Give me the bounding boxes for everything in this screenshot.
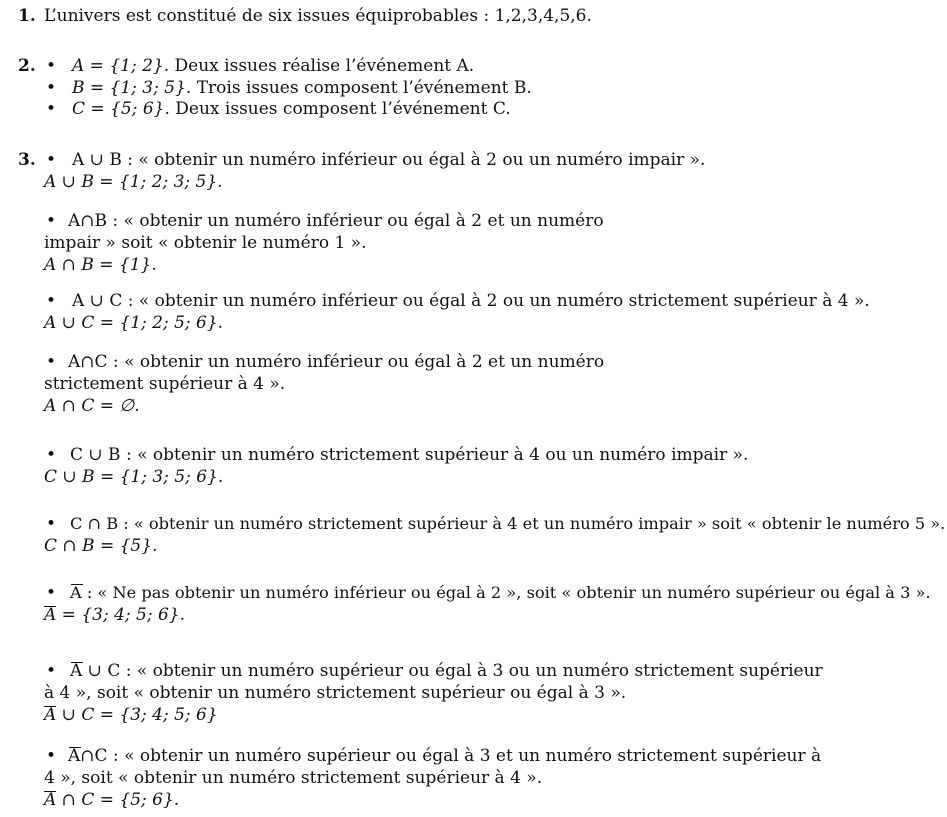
a-complement-inter-c-description: A∩C : « obtenir un numéro supérieur ou égal à 3 et un numéro strictement supérieur à (68, 746, 822, 766)
set-a-definition (72, 55, 474, 77)
bullet (46, 444, 56, 466)
question-1-number: 1. (18, 6, 36, 26)
question-3-number: 3. (18, 150, 36, 170)
c-inter-b-result: C ∩ B = {5}. (44, 536, 158, 556)
a-union-b-description: A ∪ B : « obtenir un numéro inférieur ou égal à 2 ou un numéro impair ». (72, 150, 706, 170)
a-inter-b-result: A ∩ B = {1}. (44, 255, 157, 275)
bullet (46, 210, 56, 232)
a-complement-description: A : « Ne pas obtenir un numéro inférieur ou égal à 2 », soit « obtenir un numéro supérieur ou égal à 3 ». (70, 583, 931, 602)
bullet (46, 149, 56, 171)
a-union-b-result: A ∪ B = {1; 2; 3; 5}. (44, 172, 223, 192)
a-inter-b-description: A∩B : « obtenir un numéro inférieur ou égal à 2 et un numéro (68, 211, 604, 231)
complement-bar (44, 606, 56, 607)
set-c-text: . Deux issues composent l’événement C. (164, 99, 511, 119)
set-a-text: . Deux issues réalise l’événement A. (163, 56, 475, 76)
a-complement-inter-c-description-cont: 4 », soit « obtenir un numéro strictement supérieur à 4 ». (44, 768, 543, 788)
bullet (46, 513, 56, 535)
a-complement-union-c-result: A ∪ C = {3; 4; 5; 6} (44, 705, 218, 725)
bullet (46, 55, 56, 77)
complement-bar (69, 747, 81, 748)
a-inter-c-description-cont: strictement supérieur à 4 ». (44, 374, 286, 394)
a-complement-result: A = {3; 4; 5; 6}. (44, 605, 186, 625)
bullet (46, 351, 56, 373)
set-c-math: C = {5; 6} (72, 99, 165, 119)
bullet (46, 582, 56, 604)
a-inter-c-description: A∩C : « obtenir un numéro inférieur ou égal à 2 et un numéro (68, 352, 605, 372)
c-union-b-result: C ∪ B = {1; 3; 5; 6}. (44, 467, 224, 487)
set-c-definition (72, 98, 511, 120)
question-1-text: L’univers est constitué de six issues équiprobables : 1,2,3,4,5,6. (44, 6, 592, 26)
set-b-definition (72, 77, 532, 99)
bullet (46, 290, 56, 312)
bullet (46, 98, 56, 120)
a-complement-union-c-description-cont: à 4 », soit « obtenir un numéro strictement supérieur ou égal à 3 ». (44, 683, 627, 703)
a-complement-inter-c-result: A ∩ C = {5; 6}. (44, 790, 180, 810)
set-a-math: A = {1; 2} (72, 56, 164, 76)
c-union-b-description: C ∪ B : « obtenir un numéro strictement supérieur à 4 ou un numéro impair ». (70, 445, 749, 465)
bullet (46, 660, 56, 682)
bullet (46, 745, 56, 767)
complement-bar (44, 706, 56, 707)
bullet (46, 77, 56, 99)
a-union-c-description: A ∪ C : « obtenir un numéro inférieur ou égal à 2 ou un numéro strictement supérieur à 4 ». (72, 291, 870, 311)
set-b-text: . Trois issues composent l’événement B. (185, 78, 532, 98)
a-union-c-result: A ∪ C = {1; 2; 5; 6}. (44, 313, 224, 333)
a-inter-c-result: A ∩ C = ∅. (44, 396, 140, 416)
question-2-number: 2. (18, 56, 36, 76)
a-inter-b-description-cont: impair » soit « obtenir le numéro 1 ». (44, 233, 367, 253)
complement-bar (71, 584, 83, 585)
c-inter-b-description: C ∩ B : « obtenir un numéro strictement supérieur à 4 et un numéro impair » soit « obtenir le numéro 5 ». (70, 514, 946, 533)
complement-bar (71, 662, 83, 663)
complement-bar (44, 791, 56, 792)
set-b-math: B = {1; 3; 5} (72, 78, 186, 98)
a-complement-union-c-description: A ∪ C : « obtenir un numéro supérieur ou égal à 3 ou un numéro strictement supérieur (70, 661, 823, 681)
